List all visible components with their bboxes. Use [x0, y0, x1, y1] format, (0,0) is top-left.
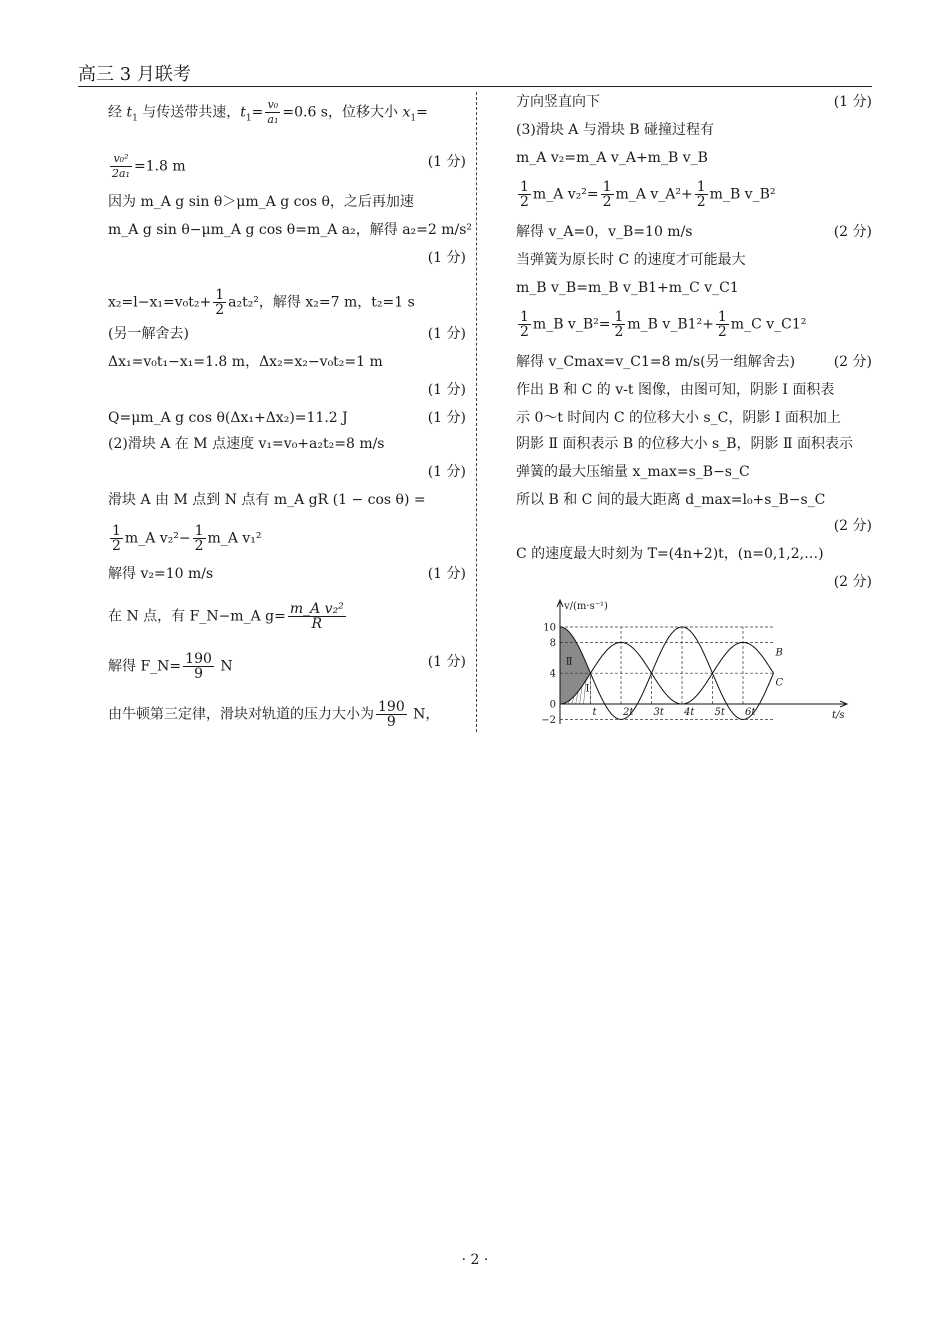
page-number: · 2 · [461, 1252, 489, 1268]
fraction: $\frac{190}{9}$ [185, 651, 212, 682]
line-l12: 解得 v₂=10 m/s (1 分) [108, 566, 466, 582]
line-r8: $\frac{1}{2}$ m_B v_B²= $\frac{1}{2}$ m_B v_B1²+ $\frac{1}{2}$ m_C v_C1² [520, 309, 807, 340]
fraction: $\frac{1}{2}$ [520, 309, 529, 340]
line-l13: 在 N 点，有 F_N−m_A g= $\frac{\text{m\_A v₂²}}{R}$ [108, 601, 344, 632]
x-tick-label: 2t [623, 707, 634, 718]
line-r2: (3)滑块 A 与滑块 B 碰撞过程有 [516, 122, 715, 138]
series-label-B: B [775, 647, 783, 659]
y-tick-label: 4 [549, 668, 556, 680]
fraction: $\frac{1}{2}$ [112, 523, 121, 554]
line-r7: m_B v_B=m_B v_B1+m_C v_C1 [516, 280, 739, 296]
fraction: $\frac{\text{v₀²}}{\text{2a₁}}$ [112, 152, 130, 180]
fraction: $\frac{1}{2}$ [614, 309, 624, 340]
header-title: 高三 3 月联考 [78, 64, 191, 85]
line-l1: 经 $t_1$ 与传送带共速，$t_1=$ $\frac{\text{v₀}}{\text{a₁}}$ =0.6 s，位移大小 $x_1=$ [108, 98, 428, 126]
fraction: $\frac{\text{m\_A v₂²}}{R}$ [289, 601, 344, 632]
y-axis-label: v/(m·s⁻¹) [564, 601, 608, 612]
line-r3: m_A v₂=m_A v_A+m_B v_B [516, 150, 708, 166]
line-r13: 弹簧的最大压缩量 x_max=s_B−s_C [516, 464, 750, 480]
line-l3: 因为 m_A g sin θ＞μm_A g cos θ，之后再加速 [108, 194, 414, 210]
region-label-2: Ⅱ [565, 656, 573, 668]
fraction: $\frac{1}{2}$ [602, 179, 612, 210]
fraction: $\frac{1}{2}$ [696, 179, 706, 210]
x-axis-label: t/s [832, 710, 845, 721]
line-r1: 方向竖直向下 (1 分) [516, 94, 872, 110]
page-header [78, 58, 872, 87]
line-r15: C 的速度最大时刻为 T=(4n+2)t，(n=0,1,2,…) [516, 546, 824, 562]
series-label-C: C [775, 677, 784, 689]
x-tick-label: t [592, 707, 597, 718]
column-divider [476, 92, 477, 732]
x-tick-label: 6t [745, 707, 756, 718]
x-tick-label: 4t [684, 707, 695, 718]
line-l7: Δx₁=v₀t₁−x₁=1.8 m，Δx₂=x₂−v₀t₂=1 m [108, 354, 383, 370]
line-l15: 由牛顿第三定律，滑块对轨道的压力大小为 $\frac{190}{9}$ N， [108, 699, 440, 730]
y-tick-label: 10 [543, 622, 556, 634]
line-r11: 示 0～t 时间内 C 的位移大小 s_C，阴影 Ⅰ 面积加上 [516, 410, 841, 426]
line-r10: 作出 B 和 C 的 v-t 图像，由图可知，阴影 Ⅰ 面积表 [516, 382, 835, 398]
line-l11: $\frac{1}{2}$ m_A v₂²− $\frac{1}{2}$ m_A v₁² [112, 523, 262, 554]
line-l5: x₂=l−x₁=v₀t₂+ $\frac{1}{2}$ a₂t₂²，解得 x₂=7 m，t₂=1 s [108, 287, 415, 318]
line-l9: (2)滑块 A 在 M 点速度 v₁=v₀+a₂t₂=8 m/s [108, 436, 385, 452]
line-l10: 滑块 A 由 M 点到 N 点有 m_A gR (1 − cos θ) = [108, 492, 426, 508]
x-tick-label: 3t [653, 707, 664, 718]
line-l6: (另一解舍去) (1 分) [108, 326, 466, 342]
line-r12: 阴影 Ⅱ 面积表示 B 的位移大小 s_B，阴影 Ⅱ 面积表示 [516, 436, 853, 452]
line-r14: 所以 B 和 C 间的最大距离 d_max=l₀+s_B−s_C [516, 492, 826, 508]
vt-graph [534, 596, 864, 726]
region-label-1: Ⅰ [585, 683, 590, 695]
y-tick-label: −2 [541, 714, 556, 726]
fraction: $\frac{1}{2}$ [194, 523, 204, 554]
line-r4: $\frac{1}{2}$ m_A v₂²= $\frac{1}{2}$ m_A v_A²+ $\frac{1}{2}$ m_B v_B² [520, 179, 776, 210]
line-r5: 解得 v_A=0，v_B=10 m/s (2 分) [516, 224, 872, 240]
vt-graph-svg [534, 596, 864, 726]
fraction: $\frac{1}{2}$ [520, 179, 529, 210]
y-tick-label: 0 [549, 699, 556, 711]
x-tick-label: 5t [714, 707, 725, 718]
line-r6: 当弹簧为原长时 C 的速度才可能最大 [516, 252, 746, 268]
fraction: $\frac{1}{2}$ [215, 287, 225, 318]
line-l14: 解得 F_N= $\frac{190}{9}$ N (1 分) [108, 651, 466, 682]
line-l4: m_A g sin θ−μm_A g cos θ=m_A a₂，解得 a₂=2 m/s² [108, 222, 473, 238]
fraction: $\frac{1}{2}$ [717, 309, 727, 340]
line-r9: 解得 v_Cmax=v_C1=8 m/s(另一组解舍去) (2 分) [516, 354, 872, 370]
fraction: $\frac{190}{9}$ [378, 699, 405, 730]
line-l2: $\frac{\text{v₀²}}{\text{2a₁}}$ =1.8 m (1 分) [112, 152, 466, 180]
fraction: $\frac{\text{v₀}}{\text{a₁}}$ [267, 98, 279, 126]
line-l8: Q=μm_A g cos θ(Δx₁+Δx₂)=11.2 J (1 分) [108, 410, 466, 426]
score-points: (1 分) [427, 154, 466, 170]
y-tick-label: 8 [549, 637, 556, 649]
